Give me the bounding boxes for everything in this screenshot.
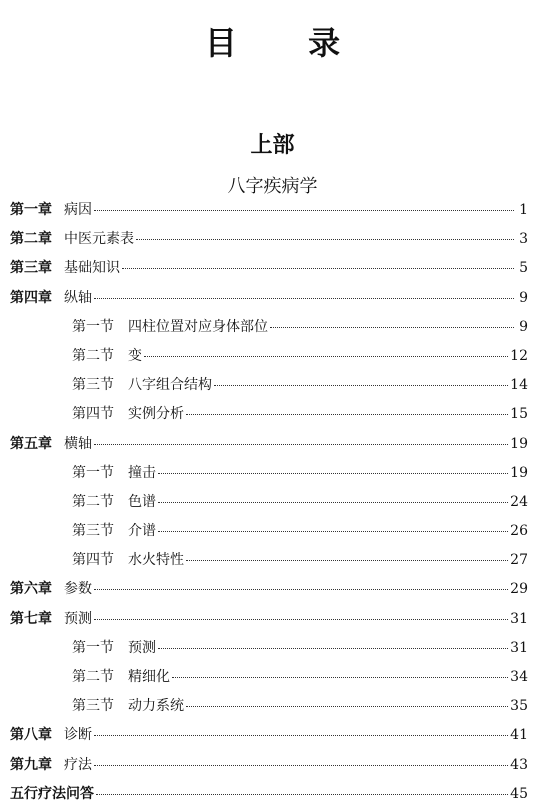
entry-page: 31 [510,610,528,627]
toc-entry-section[interactable] [10,549,528,578]
entry-title: 疗法 [64,756,92,773]
leader-dots [158,473,508,474]
leader-dots [94,619,508,620]
entry-title: 五行疗法问答 [10,785,94,802]
toc-entry-chapter-6[interactable] [10,578,528,607]
leader-dots [186,706,508,707]
entry-page: 9 [519,289,528,306]
entry-label: 第八章 [10,727,52,744]
entry-title: 八字组合结构 [128,377,212,394]
leader-dots [158,531,508,532]
entry-page: 14 [510,377,528,394]
entry-title: 预测 [128,639,156,656]
entry-title: 介谱 [128,523,156,540]
leader-dots [122,268,514,269]
entry-title: 精细化 [128,669,170,685]
toc-entry-chapter-9[interactable] [10,754,528,783]
entry-label: 第四节 [72,406,114,423]
entry-label: 第一节 [72,639,114,656]
leader-dots [94,444,508,445]
toc-entry-section[interactable] [10,403,528,432]
entry-page: 34 [510,669,528,685]
entry-label: 第二章 [10,231,52,248]
leader-dots [270,327,514,328]
entry-title: 病因 [64,202,92,218]
entry-title: 纵轴 [64,289,92,306]
leader-dots [94,589,508,590]
toc-entry-section[interactable] [10,637,528,666]
toc-entry-chapter-1[interactable] [10,199,528,228]
entry-page: 24 [510,493,528,510]
toc-entry-section[interactable] [10,520,528,549]
leader-dots [94,298,514,299]
toc-entry-appendix[interactable] [10,783,528,812]
book-subtitle: 八字疾病学 [227,176,318,197]
leader-dots [158,648,508,649]
leader-dots [94,210,514,211]
entry-label: 第三章 [10,260,52,277]
entry-label: 第一章 [10,202,52,218]
entry-page: 15 [510,406,528,423]
entry-label: 第六章 [10,581,52,598]
entry-label: 第三节 [72,377,114,394]
entry-label: 第一节 [72,464,114,481]
entry-label: 第四章 [10,289,52,306]
toc-entry-section[interactable] [10,462,528,491]
table-of-contents [10,199,528,812]
entry-label: 第二节 [72,669,114,685]
leader-dots [136,239,514,240]
entry-page: 9 [519,318,528,335]
entry-label: 第四节 [72,552,114,569]
toc-entry-chapter-5[interactable] [10,433,528,462]
entry-page: 5 [519,260,528,277]
entry-page: 45 [510,785,528,802]
leader-dots [94,735,508,736]
entry-label: 第七章 [10,610,52,627]
entry-label: 第一节 [72,318,114,335]
toc-entry-section[interactable] [10,695,528,724]
toc-entry-section[interactable] [10,345,528,374]
toc-entry-section[interactable] [10,316,528,345]
entry-page: 35 [510,698,528,715]
entry-label: 第三节 [72,698,114,715]
entry-label: 第三节 [72,523,114,540]
toc-entry-chapter-7[interactable] [10,608,528,637]
entry-title: 预测 [64,610,92,627]
entry-title: 水火特性 [128,552,184,569]
entry-title: 动力系统 [128,698,184,715]
leader-dots [214,385,508,386]
entry-page: 19 [510,435,528,452]
entry-label: 第二节 [72,347,114,364]
entry-title: 撞击 [128,464,156,481]
entry-page: 27 [510,552,528,569]
toc-entry-chapter-2[interactable] [10,228,528,257]
entry-label: 第五章 [10,435,52,452]
leader-dots [96,794,508,795]
entry-page: 12 [510,347,528,364]
entry-page: 43 [510,756,528,773]
leader-dots [186,560,508,561]
entry-title: 变 [128,347,142,364]
entry-title: 色谱 [128,493,156,510]
toc-entry-section[interactable] [10,666,528,695]
entry-title: 诊断 [64,727,92,744]
entry-title: 四柱位置对应身体部位 [128,318,268,335]
entry-page: 26 [510,523,528,540]
part-heading: 上部 [250,133,295,158]
entry-page: 29 [510,581,528,598]
entry-label: 第二节 [72,493,114,510]
leader-dots [158,502,508,503]
entry-label: 第九章 [10,756,52,773]
leader-dots [172,677,508,678]
entry-title: 中医元素表 [64,231,134,248]
leader-dots [94,765,508,766]
entry-title: 横轴 [64,435,92,452]
entry-title: 基础知识 [64,260,120,277]
toc-entry-chapter-3[interactable] [10,257,528,286]
toc-entry-chapter-4[interactable] [10,287,528,316]
toc-entry-chapter-8[interactable] [10,724,528,753]
entry-title: 实例分析 [128,406,184,423]
entry-page: 41 [510,727,528,744]
entry-page: 31 [510,639,528,656]
entry-page: 1 [519,202,528,218]
page-title: 目 录 [204,24,371,62]
leader-dots [144,356,508,357]
leader-dots [186,414,508,415]
entry-title: 参数 [64,581,92,598]
toc-entry-section[interactable] [10,374,528,403]
toc-entry-section[interactable] [10,491,528,520]
entry-page: 3 [519,231,528,248]
entry-page: 19 [510,464,528,481]
